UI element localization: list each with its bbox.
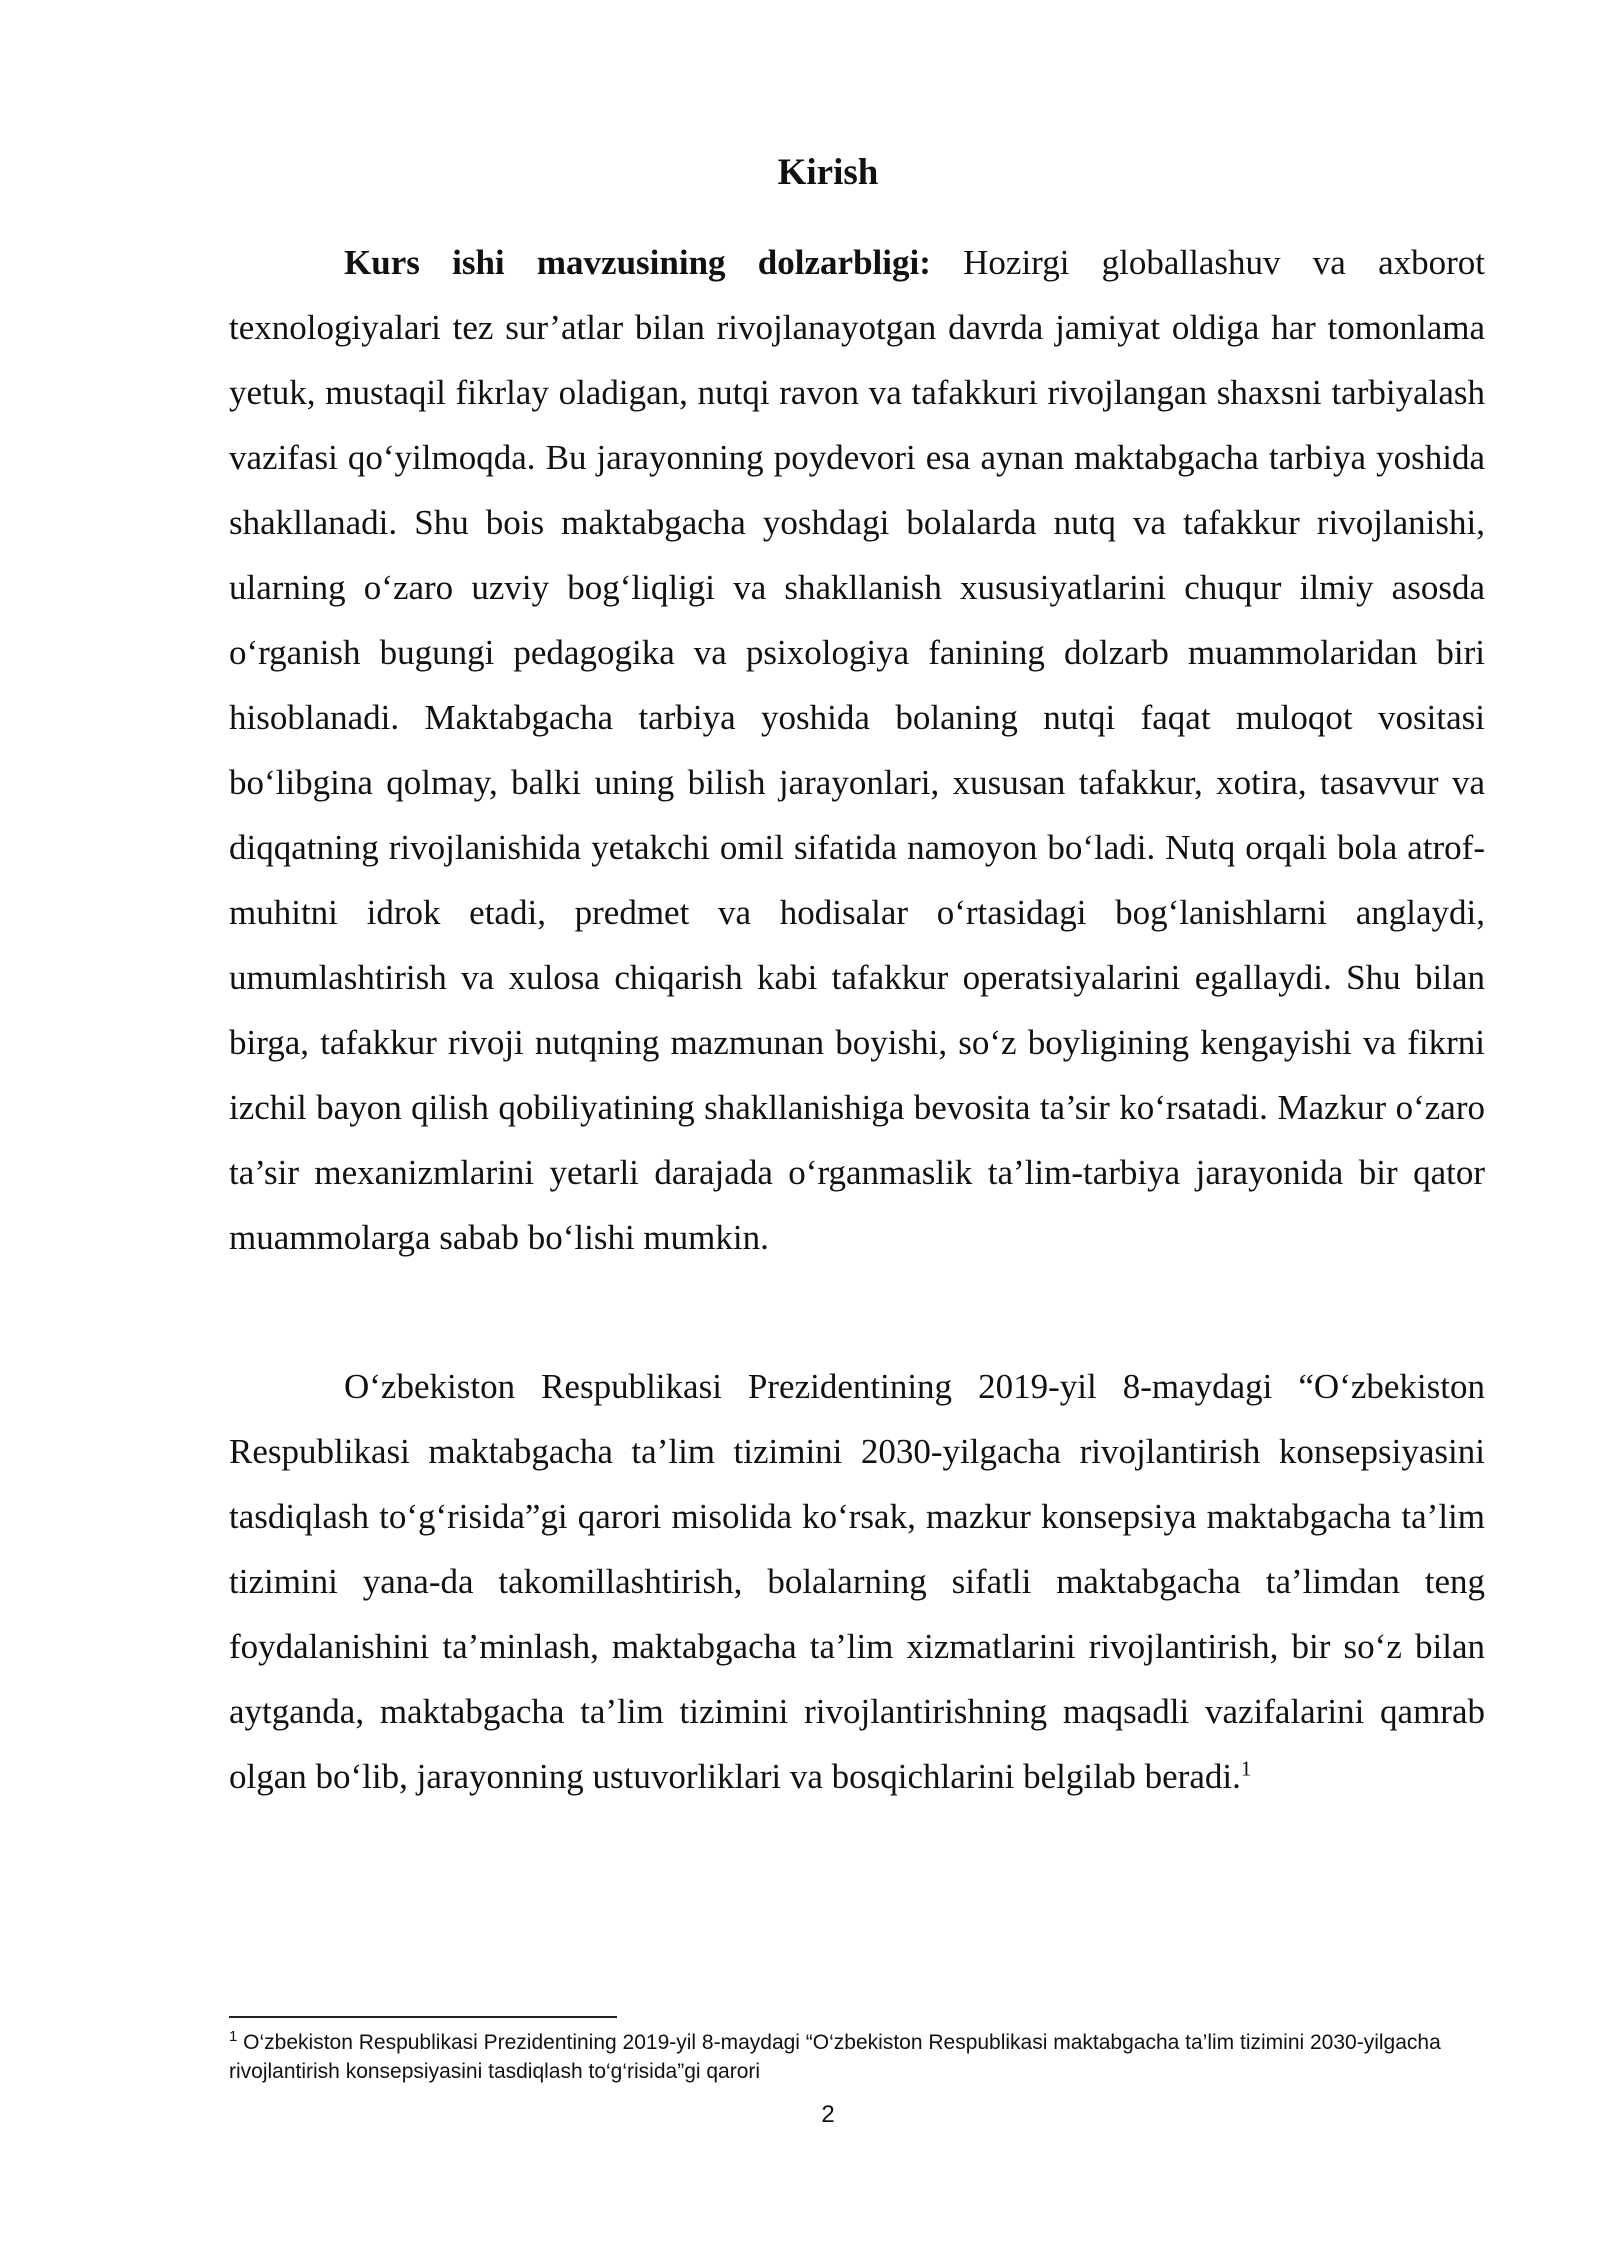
footnote: [229, 2028, 1489, 2086]
footnote-reference[interactable]: 1: [1240, 1756, 1252, 1781]
page-title: Kirish: [777, 152, 879, 193]
paragraph-decree: [229, 1354, 1485, 1809]
paragraph-relevance: [229, 230, 1485, 1270]
paragraph-lead: Kurs ishi mavzusining dolzarbligi:: [344, 243, 931, 282]
page-number: 2: [821, 2101, 835, 2128]
footnote-text: O‘zbekiston Respublikasi Prezidentining 2019-yil 8-maydagi “O‘zbekiston Respublikasi maktabgacha ta’lim tizimini 2030-yilgacha rivojlantirish konsepsiyasini tasdiqlash to‘g‘risida”gi qarori: [229, 2031, 1441, 2083]
footnote-number: 1: [229, 2028, 238, 2045]
footnote-separator: [229, 2016, 617, 2018]
paragraph-text: O‘zbekiston Respublikasi Prezidentining 2019-yil 8-maydagi “O‘zbekiston Respublikasi maktabgacha ta’lim tizimini 2030-yilgacha rivojlantirish konsepsiyasini tasdiqlash to‘g‘risida”gi qarori misolida ko‘rsak, mazkur konsepsiya maktabgacha ta’lim tizimini yana-da takomillashtirish, bolalarning sifatli maktabgacha ta’limdan teng foydalanishini ta’minlash, maktabgacha ta’lim xizmatlarini rivojlantirish, bir so‘z bilan aytganda, maktabgacha ta’lim tizimini rivojlantirishning maqsadli vazifalarini qamrab olgan bo‘lib, jarayonning ustuvorliklari va bosqichlarini belgilab beradi.: [229, 1367, 1485, 1796]
paragraph-text: Hozirgi globallashuv va axborot texnologiyalari tez sur’atlar bilan rivojlanayotgan davrda jamiyat oldiga har tomonlama yetuk, mustaqil fikrlay oladigan, nutqi ravon va tafakkuri rivojlangan shaxsni tarbiyalash vazifasi qo‘yilmoqda. Bu jarayonning poydevori esa aynan maktabgacha tarbiya yoshida shakllanadi. Shu bois maktabgacha yoshdagi bolalarda nutq va tafakkur rivojlanishi, ularning o‘zaro uzviy bog‘liqligi va shakllanish xususiyatlarini chuqur ilmiy asosda o‘rganish bugungi pedagogika va psixologiya fanining dolzarb muammolaridan biri hisoblanadi. Maktabgacha tarbiya yoshida bolaning nutqi faqat muloqot vositasi bo‘libgina qolmay, balki uning bilish jarayonlari, xususan tafakkur, xotira, tasavvur va diqqatning rivojlanishida yetakchi omil sifatida namoyon bo‘ladi. Nutq orqali bola atrof-muhitni idrok etadi, predmet va hodisalar o‘rtasidagi bog‘lanishlarni anglaydi, umumlashtirish va xulosa chiqarish kabi tafakkur operatsiyalarini egallaydi. Shu bilan birga, tafakkur rivoji nutqning mazmunan boyishi, so‘z boyligining kengayishi va fikrni izchil bayon qilish qobiliyatining shakllanishiga bevosita ta’sir ko‘rsatadi. Mazkur o‘zaro ta’sir mexanizmlarini yetarli darajada o‘rganmaslik ta’lim-tarbiya jarayonida bir qator muammolarga sabab bo‘lishi mumkin.: [229, 243, 1486, 1257]
